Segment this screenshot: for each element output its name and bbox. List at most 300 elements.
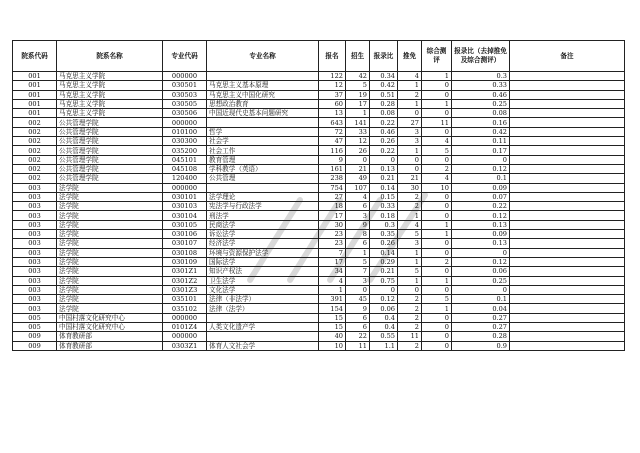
cell-dept-code: 003	[13, 285, 57, 294]
table-row	[13, 155, 625, 164]
cell-major-name: 诉讼法学	[207, 230, 319, 239]
cell-ratio: 0	[370, 155, 398, 164]
table-row	[13, 230, 625, 239]
cell-notes	[510, 164, 625, 173]
cell-major-code: 030501	[163, 81, 207, 90]
cell-enrolled: 8	[346, 230, 370, 239]
cell-evaluation: 0	[422, 248, 452, 257]
cell-major-name: 环境与资源保护法学	[207, 248, 319, 257]
cell-dept-code: 001	[13, 90, 57, 99]
cell-enrolled: 6	[346, 313, 370, 322]
cell-ratio: 0.75	[370, 276, 398, 285]
header-major-name: 专业名称	[207, 41, 319, 72]
cell-enrolled: 33	[346, 127, 370, 136]
table-row	[13, 127, 625, 136]
cell-applicants: 34	[319, 267, 346, 276]
cell-adjusted-ratio: 0.1	[452, 295, 510, 304]
cell-notes	[510, 155, 625, 164]
cell-notes	[510, 99, 625, 108]
cell-enrolled: 21	[346, 164, 370, 173]
cell-dept-name: 公共管理学院	[57, 118, 163, 127]
cell-exempt: 4	[398, 220, 422, 229]
cell-enrolled: 42	[346, 72, 370, 81]
cell-applicants: 30	[319, 220, 346, 229]
cell-enrolled: 3	[346, 276, 370, 285]
table-row	[13, 276, 625, 285]
cell-evaluation: 0	[422, 332, 452, 341]
cell-exempt: 2	[398, 202, 422, 211]
cell-major-code: 0301Z1	[163, 267, 207, 276]
cell-ratio: 0.14	[370, 183, 398, 192]
cell-applicants: 72	[319, 127, 346, 136]
cell-major-name: 思想政治教育	[207, 99, 319, 108]
cell-notes	[510, 146, 625, 155]
cell-major-name	[207, 118, 319, 127]
cell-dept-code: 003	[13, 211, 57, 220]
cell-notes	[510, 202, 625, 211]
cell-evaluation: 1	[422, 276, 452, 285]
cell-exempt: 3	[398, 239, 422, 248]
cell-enrolled: 107	[346, 183, 370, 192]
cell-exempt: 2	[398, 341, 422, 350]
cell-dept-name: 法学院	[57, 285, 163, 294]
cell-major-code: 000000	[163, 72, 207, 81]
cell-enrolled: 0	[346, 155, 370, 164]
cell-enrolled: 6	[346, 323, 370, 332]
cell-applicants: 18	[319, 202, 346, 211]
cell-dept-code: 009	[13, 341, 57, 350]
cell-adjusted-ratio: 0.13	[452, 239, 510, 248]
header-applicants: 报名	[319, 41, 346, 72]
cell-exempt: 2	[398, 323, 422, 332]
cell-evaluation: 0	[422, 323, 452, 332]
cell-adjusted-ratio: 0.04	[452, 304, 510, 313]
cell-major-name: 马克思主义基本原理	[207, 81, 319, 90]
header-dept-code: 院系代码	[13, 41, 57, 72]
table-row	[13, 109, 625, 118]
cell-major-code: 0301Z3	[163, 285, 207, 294]
table-row	[13, 72, 625, 81]
cell-ratio: 1.1	[370, 341, 398, 350]
table-row	[13, 118, 625, 127]
cell-dept-code: 003	[13, 276, 57, 285]
table-row	[13, 267, 625, 276]
cell-dept-code: 002	[13, 174, 57, 183]
cell-enrolled: 9	[346, 220, 370, 229]
cell-major-code: 030503	[163, 90, 207, 99]
cell-ratio: 0.22	[370, 146, 398, 155]
cell-exempt: 27	[398, 118, 422, 127]
cell-ratio: 0.14	[370, 248, 398, 257]
cell-major-code: 030107	[163, 239, 207, 248]
cell-dept-name: 公共管理学院	[57, 174, 163, 183]
cell-major-code: 0301Z2	[163, 276, 207, 285]
cell-applicants: 60	[319, 99, 346, 108]
table-row	[13, 239, 625, 248]
cell-applicants: 643	[319, 118, 346, 127]
cell-major-code: 030505	[163, 99, 207, 108]
cell-adjusted-ratio: 0.27	[452, 323, 510, 332]
cell-major-name: 学科教学（英语）	[207, 164, 319, 173]
cell-enrolled: 1	[346, 109, 370, 118]
cell-exempt: 30	[398, 183, 422, 192]
cell-evaluation: 0	[422, 202, 452, 211]
cell-major-code: 0101Z4	[163, 323, 207, 332]
cell-dept-name: 中国村落文化研究中心	[57, 323, 163, 332]
cell-major-code: 035101	[163, 295, 207, 304]
cell-adjusted-ratio: 0.16	[452, 118, 510, 127]
cell-ratio: 0.4	[370, 313, 398, 322]
cell-major-code: 000000	[163, 118, 207, 127]
cell-dept-name: 马克思主义学院	[57, 109, 163, 118]
cell-dept-name: 马克思主义学院	[57, 90, 163, 99]
cell-adjusted-ratio: 0.25	[452, 99, 510, 108]
table-row	[13, 257, 625, 266]
cell-evaluation: 1	[422, 230, 452, 239]
cell-dept-name: 公共管理学院	[57, 146, 163, 155]
cell-notes	[510, 230, 625, 239]
cell-evaluation: 10	[422, 183, 452, 192]
cell-exempt: 1	[398, 211, 422, 220]
cell-applicants: 122	[319, 72, 346, 81]
cell-adjusted-ratio: 0.13	[452, 220, 510, 229]
cell-major-code: 030103	[163, 202, 207, 211]
cell-adjusted-ratio: 0.07	[452, 192, 510, 201]
cell-applicants: 7	[319, 248, 346, 257]
cell-applicants: 12	[319, 81, 346, 90]
cell-ratio: 0.13	[370, 164, 398, 173]
cell-ratio: 0.12	[370, 295, 398, 304]
cell-major-code: 045101	[163, 155, 207, 164]
cell-major-code: 0303Z1	[163, 341, 207, 350]
cell-dept-name: 马克思主义学院	[57, 99, 163, 108]
cell-evaluation: 0	[422, 192, 452, 201]
cell-dept-name: 法学院	[57, 267, 163, 276]
cell-adjusted-ratio: 0.9	[452, 341, 510, 350]
cell-adjusted-ratio: 0.46	[452, 90, 510, 99]
cell-dept-code: 009	[13, 332, 57, 341]
cell-adjusted-ratio: 0.28	[452, 332, 510, 341]
cell-applicants: 1	[319, 285, 346, 294]
cell-major-code: 035200	[163, 146, 207, 155]
cell-major-name: 法学理论	[207, 192, 319, 201]
cell-applicants: 47	[319, 137, 346, 146]
cell-notes	[510, 118, 625, 127]
cell-evaluation: 0	[422, 127, 452, 136]
cell-adjusted-ratio: 0.09	[452, 183, 510, 192]
cell-adjusted-ratio: 0.22	[452, 202, 510, 211]
cell-exempt: 0	[398, 164, 422, 173]
cell-adjusted-ratio: 0.17	[452, 146, 510, 155]
cell-major-name: 体育人文社会学	[207, 341, 319, 350]
header-ratio: 报录比	[370, 41, 398, 72]
cell-ratio: 0.51	[370, 90, 398, 99]
cell-applicants: 23	[319, 230, 346, 239]
cell-evaluation: 1	[422, 99, 452, 108]
cell-dept-code: 001	[13, 81, 57, 90]
cell-exempt: 5	[398, 230, 422, 239]
cell-major-code: 030506	[163, 109, 207, 118]
cell-adjusted-ratio: 0.09	[452, 230, 510, 239]
cell-dept-code: 003	[13, 304, 57, 313]
cell-applicants: 15	[319, 323, 346, 332]
cell-notes	[510, 109, 625, 118]
cell-exempt: 2	[398, 90, 422, 99]
cell-major-name: 公共管理	[207, 174, 319, 183]
table-row	[13, 137, 625, 146]
cell-adjusted-ratio: 0.12	[452, 211, 510, 220]
cell-enrolled: 22	[346, 332, 370, 341]
cell-adjusted-ratio: 0	[452, 285, 510, 294]
table-row	[13, 285, 625, 294]
cell-dept-code: 001	[13, 72, 57, 81]
cell-dept-code: 002	[13, 155, 57, 164]
cell-ratio: 0.46	[370, 127, 398, 136]
cell-applicants: 154	[319, 304, 346, 313]
cell-major-name: 法律（法学）	[207, 304, 319, 313]
cell-dept-code: 005	[13, 323, 57, 332]
cell-exempt: 3	[398, 137, 422, 146]
cell-applicants: 37	[319, 90, 346, 99]
cell-notes	[510, 257, 625, 266]
cell-ratio: 0.34	[370, 72, 398, 81]
cell-notes	[510, 192, 625, 201]
cell-enrolled: 3	[346, 211, 370, 220]
cell-notes	[510, 90, 625, 99]
table-row	[13, 192, 625, 201]
cell-dept-name: 法学院	[57, 192, 163, 201]
table-row	[13, 183, 625, 192]
cell-dept-name: 公共管理学院	[57, 127, 163, 136]
header-major-code: 专业代码	[163, 41, 207, 72]
cell-dept-code: 003	[13, 202, 57, 211]
cell-ratio: 0.21	[370, 267, 398, 276]
cell-applicants: 40	[319, 332, 346, 341]
table-row	[13, 211, 625, 220]
cell-major-name	[207, 332, 319, 341]
cell-adjusted-ratio: 0.08	[452, 109, 510, 118]
cell-adjusted-ratio: 0	[452, 155, 510, 164]
cell-major-name: 法律（非法学）	[207, 295, 319, 304]
header-enrolled: 招生	[346, 41, 370, 72]
cell-enrolled: 49	[346, 174, 370, 183]
cell-exempt: 2	[398, 295, 422, 304]
cell-exempt: 3	[398, 127, 422, 136]
cell-applicants: 161	[319, 164, 346, 173]
cell-notes	[510, 276, 625, 285]
cell-evaluation: 0	[422, 81, 452, 90]
cell-notes	[510, 248, 625, 257]
cell-dept-code: 003	[13, 239, 57, 248]
cell-applicants: 391	[319, 295, 346, 304]
cell-adjusted-ratio: 0.12	[452, 257, 510, 266]
cell-major-name: 国际法学	[207, 257, 319, 266]
cell-evaluation: 0	[422, 211, 452, 220]
table-row	[13, 248, 625, 257]
table-row	[13, 174, 625, 183]
cell-enrolled: 12	[346, 137, 370, 146]
cell-adjusted-ratio: 0.33	[452, 81, 510, 90]
cell-adjusted-ratio: 0	[452, 248, 510, 257]
cell-major-code: 030101	[163, 192, 207, 201]
cell-applicants: 116	[319, 146, 346, 155]
cell-exempt: 4	[398, 72, 422, 81]
header-notes: 备注	[510, 41, 625, 72]
cell-notes	[510, 332, 625, 341]
cell-major-code: 010100	[163, 127, 207, 136]
cell-applicants: 17	[319, 257, 346, 266]
table-row	[13, 304, 625, 313]
cell-enrolled: 17	[346, 99, 370, 108]
cell-enrolled: 5	[346, 81, 370, 90]
cell-dept-name: 体育教研部	[57, 341, 163, 350]
cell-major-name: 人类文化遗产学	[207, 323, 319, 332]
cell-exempt: 2	[398, 304, 422, 313]
cell-enrolled: 141	[346, 118, 370, 127]
cell-notes	[510, 323, 625, 332]
cell-notes	[510, 285, 625, 294]
cell-ratio: 0.42	[370, 81, 398, 90]
cell-dept-name: 法学院	[57, 295, 163, 304]
cell-notes	[510, 313, 625, 322]
cell-notes	[510, 211, 625, 220]
cell-exempt: 2	[398, 192, 422, 201]
cell-major-code: 000000	[163, 313, 207, 322]
header-dept-name: 院系名称	[57, 41, 163, 72]
cell-exempt: 11	[398, 332, 422, 341]
cell-adjusted-ratio: 0.06	[452, 267, 510, 276]
table-body	[13, 72, 625, 351]
cell-evaluation: 0	[422, 313, 452, 322]
cell-ratio: 0.22	[370, 118, 398, 127]
cell-enrolled: 9	[346, 304, 370, 313]
cell-adjusted-ratio: 0.42	[452, 127, 510, 136]
cell-major-code: 030104	[163, 211, 207, 220]
cell-notes	[510, 239, 625, 248]
cell-dept-code: 003	[13, 192, 57, 201]
cell-exempt: 5	[398, 267, 422, 276]
cell-ratio: 0.3	[370, 220, 398, 229]
cell-enrolled: 1	[346, 248, 370, 257]
cell-dept-code: 002	[13, 146, 57, 155]
cell-major-name: 民商法学	[207, 220, 319, 229]
cell-dept-name: 体育教研部	[57, 332, 163, 341]
cell-dept-name: 公共管理学院	[57, 155, 163, 164]
cell-ratio: 0.26	[370, 137, 398, 146]
cell-dept-code: 005	[13, 313, 57, 322]
cell-major-code: 000000	[163, 183, 207, 192]
cell-applicants: 15	[319, 313, 346, 322]
cell-major-code: 045108	[163, 164, 207, 173]
cell-dept-code: 002	[13, 137, 57, 146]
cell-major-name: 知识产权法	[207, 267, 319, 276]
cell-major-code: 030105	[163, 220, 207, 229]
table-row	[13, 341, 625, 350]
cell-major-name	[207, 183, 319, 192]
cell-evaluation: 4	[422, 174, 452, 183]
cell-exempt: 0	[398, 285, 422, 294]
cell-major-name: 刑法学	[207, 211, 319, 220]
cell-enrolled: 7	[346, 267, 370, 276]
cell-dept-name: 法学院	[57, 230, 163, 239]
cell-dept-name: 法学院	[57, 257, 163, 266]
cell-ratio: 0.29	[370, 257, 398, 266]
cell-adjusted-ratio: 0.1	[452, 174, 510, 183]
cell-ratio: 0.21	[370, 174, 398, 183]
cell-major-code: 000000	[163, 332, 207, 341]
cell-applicants: 238	[319, 174, 346, 183]
table-row	[13, 90, 625, 99]
cell-enrolled: 26	[346, 146, 370, 155]
cell-notes	[510, 127, 625, 136]
cell-evaluation: 1	[422, 304, 452, 313]
cell-enrolled: 6	[346, 239, 370, 248]
cell-enrolled: 11	[346, 341, 370, 350]
table-row	[13, 202, 625, 211]
admission-table	[12, 40, 625, 351]
cell-dept-code: 001	[13, 99, 57, 108]
cell-exempt: 1	[398, 276, 422, 285]
cell-notes	[510, 174, 625, 183]
cell-dept-code: 002	[13, 118, 57, 127]
cell-adjusted-ratio: 0.12	[452, 164, 510, 173]
cell-major-name: 宪法学与行政法学	[207, 202, 319, 211]
cell-notes	[510, 137, 625, 146]
cell-enrolled: 6	[346, 202, 370, 211]
header-exempt: 推免	[398, 41, 422, 72]
cell-dept-name: 法学院	[57, 202, 163, 211]
cell-applicants: 13	[319, 109, 346, 118]
cell-enrolled: 0	[346, 285, 370, 294]
cell-major-name: 文化法学	[207, 285, 319, 294]
table-row	[13, 323, 625, 332]
cell-exempt: 1	[398, 99, 422, 108]
cell-dept-code: 002	[13, 127, 57, 136]
cell-dept-name: 法学院	[57, 304, 163, 313]
cell-dept-code: 003	[13, 230, 57, 239]
cell-major-name: 教育管理	[207, 155, 319, 164]
cell-major-code: 030300	[163, 137, 207, 146]
cell-applicants: 27	[319, 192, 346, 201]
cell-major-name: 马克思主义中国化研究	[207, 90, 319, 99]
cell-evaluation: 0	[422, 341, 452, 350]
cell-exempt: 0	[398, 155, 422, 164]
cell-dept-name: 中国村落文化研究中心	[57, 313, 163, 322]
cell-ratio: 0.06	[370, 304, 398, 313]
cell-ratio: 0.28	[370, 99, 398, 108]
cell-evaluation: 0	[422, 109, 452, 118]
cell-notes	[510, 81, 625, 90]
cell-major-code: 120400	[163, 174, 207, 183]
cell-enrolled: 4	[346, 192, 370, 201]
cell-evaluation: 11	[422, 118, 452, 127]
cell-adjusted-ratio: 0.25	[452, 276, 510, 285]
cell-notes	[510, 295, 625, 304]
cell-ratio: 0.33	[370, 202, 398, 211]
cell-evaluation: 0	[422, 90, 452, 99]
cell-major-name	[207, 313, 319, 322]
cell-notes	[510, 72, 625, 81]
table-row	[13, 332, 625, 341]
cell-exempt: 1	[398, 146, 422, 155]
cell-major-code: 030106	[163, 230, 207, 239]
cell-ratio: 0.35	[370, 230, 398, 239]
cell-dept-code: 003	[13, 257, 57, 266]
cell-notes	[510, 267, 625, 276]
cell-ratio: 0.15	[370, 192, 398, 201]
cell-major-name: 卫生法学	[207, 276, 319, 285]
cell-major-name: 中国近现代史基本问题研究	[207, 109, 319, 118]
